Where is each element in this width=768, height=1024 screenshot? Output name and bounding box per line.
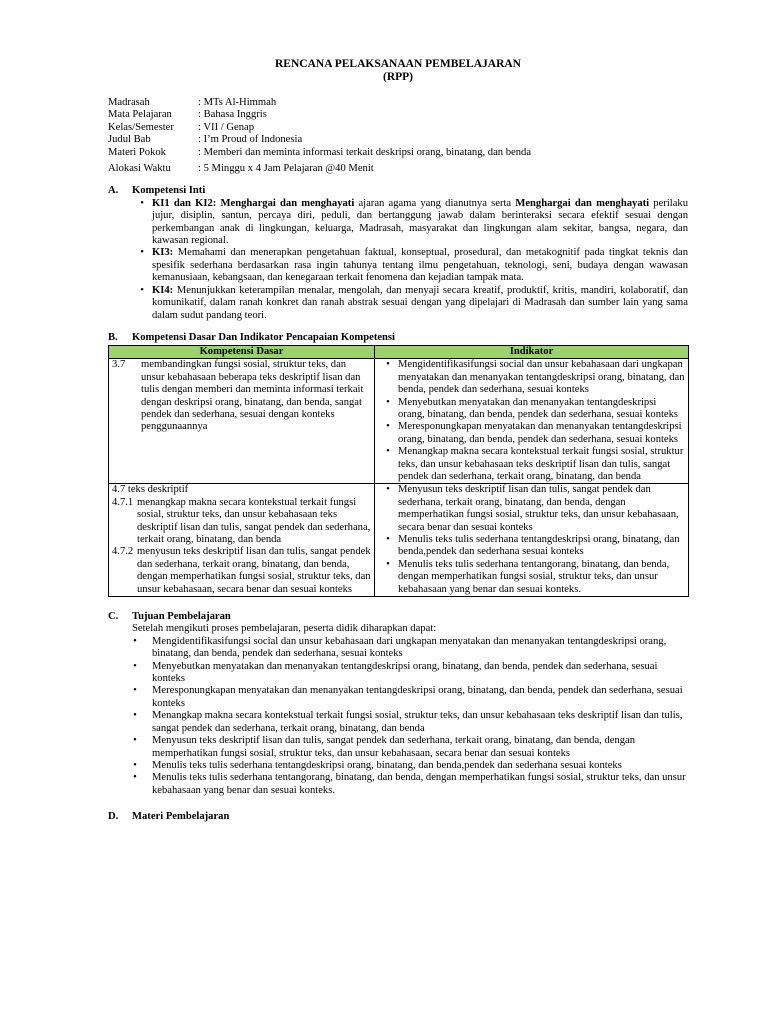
indicator-text: Menulis teks tulis sederhana tentangorang, binatang, dan benda, dengan memperhatikan fungsi sosial, struktur teks, dan unsur kebahasaan yang benar dan sesuai konteks. [398, 558, 670, 595]
bullet-icon: • [133, 759, 137, 771]
title-line-2: (RPP) [382, 71, 413, 83]
list-item [108, 710, 688, 735]
list-item [108, 772, 688, 797]
section-c-heading [108, 611, 688, 623]
document-page [108, 58, 688, 824]
bullet-icon: • [386, 446, 390, 458]
indicator-text: Mengidentifikasifungsi social dan unsur kebahasaan dari ungkapan menyatakan dan menanyakan tentangdeskripsi orang, binatang, dan benda, pendek dan sederhana, sesuai konteks [398, 359, 685, 396]
section-letter: D. [108, 811, 119, 823]
section-letter: C. [108, 611, 119, 623]
list-item [378, 359, 685, 396]
title-line-1: RENCANA PELAKSANAAN PEMBELAJARAN [275, 58, 521, 70]
section-letter: B. [108, 331, 118, 343]
tujuan-list [108, 636, 688, 797]
identity-row [108, 147, 688, 159]
section-title: Kompetensi Inti [132, 185, 206, 197]
bullet-icon: • [386, 359, 390, 371]
identity-value: : MTs Al-Himmah [198, 97, 277, 108]
list-item [108, 285, 688, 322]
bullet-icon: • [140, 284, 144, 296]
indicator-text: Meresponungkapan menyatakan dan menanyakan tentangdeskripsi orang, binatang, dan benda, pendek dan sederhana, sesuai konteks [398, 421, 682, 445]
list-item [108, 661, 688, 686]
list-item [108, 247, 688, 284]
kd-sub-text: menyusun teks deskriptif lisan dan tulis, sangat pendek dan sederhana, terkait orang, binatang, dan benda, dengan memperhatikan fungsi sosial, struktur teks, dan unsur kebahasaan, secara benar dan sesuai konteks [137, 546, 371, 595]
bullet-icon: • [133, 635, 137, 647]
section-title: Tujuan Pembelajaran [132, 611, 231, 623]
list-item [378, 397, 685, 422]
identity-value: : I’m Proud of Indonesia [198, 134, 303, 146]
section-letter: A. [108, 185, 119, 197]
identity-row [108, 109, 688, 121]
indicator-text: Menangkap makna secara kontekstual terkait fungsi sosial, struktur teks, dan unsur kebahasaan teks deskriptif lisan dan tulis, sangat pendek dan sederhana, terkait orang, binatang, dan benda [398, 446, 684, 482]
identity-label: Alokasi Waktu [108, 163, 171, 175]
section-title: Kompetensi Dasar Dan Indikator Pencapaian Kompetensi [132, 331, 396, 343]
ki-bold-text: KI3: [152, 247, 174, 259]
column-header: Kompetensi Dasar [109, 346, 375, 359]
bullet-icon: • [386, 421, 390, 433]
list-item [108, 198, 688, 248]
ki-text: Menunjukkan keterampilan menalar, mengolah, dan menyaji secara kreatif, produktif, kritis, mandiri, kolaboratif, dan komunikatif, dalam ranah konkret dan ranah abstrak sesuai dengan yang dipelajari di Madrasah dan sumber lain yang sama dalam sudut pandang teori. [152, 284, 688, 321]
list-item [108, 760, 688, 772]
indicator-text: Menulis teks tulis sederhana tentangdeskripsi orang, binatang, dan benda,pendek dan sederhana sesuai konteks [398, 534, 680, 558]
tujuan-text: Menulis teks tulis sederhana tentangorang, binatang, dan benda, dengan memperhatikan fungsi sosial, struktur teks, dan unsur kebahasaan yang benar dan sesuai konteks. [152, 772, 686, 796]
kd-indikator-table [108, 345, 689, 597]
table-cell [109, 484, 375, 597]
ki-text: Memahami dan menerapkan pengetahuan faktual, konseptual, prosedural, dan metakognitif pada tingkat teknis dan spesifik sederhana berdasarkan rasa ingin tahunya tentang ilmu pengetahuan, teknologi, seni, budaya dengan wawasan kemanusiaan, kebangsaan, dan kenegaraan terkait fenomena dan kejadian tampak mata. [152, 247, 688, 284]
list-item [108, 636, 688, 661]
tujuan-text: Menyusun teks deskriptif lisan dan tulis, sangat pendek dan sederhana, terkait orang, binatang, dan benda, dengan memperhatikan fungsi sosial, struktur teks, dan unsur kebahasaan, secara benar dan sesuai konteks [152, 735, 636, 759]
kd-head: 4.7 teks deskriptif [112, 484, 189, 496]
list-item [378, 534, 685, 559]
identity-value: : VII / Genap [198, 121, 254, 133]
tujuan-text: Meresponungkapan menyatakan dan menanyakan tentangdeskripsi orang, binatang, dan benda, pendek dan sederhana, sesuai konteks [152, 685, 683, 709]
table-cell [375, 484, 689, 597]
section-title: Materi Pembelajaran [132, 811, 230, 823]
indicator-text: Menyebutkan menyatakan dan menanyakan tentangdeskripsi orang, binatang, dan benda, pendek dan sederhana, sesuai konteks [398, 396, 679, 420]
list-item [378, 446, 685, 483]
tujuan-text: Menulis teks tulis sederhana tentangdeskripsi orang, binatang, dan benda,pendek dan sederhana sesuai konteks [152, 759, 622, 771]
list-item [378, 484, 685, 534]
table-cell [375, 359, 689, 484]
tujuan-text: Menangkap makna secara kontekstual terkait fungsi sosial, struktur teks, dan unsur kebahasaan teks deskriptif lisan dan tulis, sangat pendek dan sederhana, terkait orang, binatang, dan benda [152, 710, 683, 734]
bullet-icon: • [386, 484, 390, 496]
ki-bold-text: KI1 dan KI2: Menghargai dan menghayati [152, 197, 355, 209]
bullet-icon: • [133, 685, 137, 697]
table-header-row [109, 346, 689, 359]
section-d-heading [108, 811, 688, 823]
bullet-icon: • [386, 396, 390, 408]
identity-row [108, 134, 688, 146]
bullet-icon: • [133, 735, 137, 747]
ki-bold-text: KI4: [152, 284, 174, 296]
identity-row-alokasi [108, 163, 688, 175]
ki-bold-text: Menghargai dan menghayati [515, 197, 650, 209]
column-header: Indikator [375, 346, 689, 359]
kompetensi-inti-list [108, 198, 688, 322]
section-b-heading [108, 332, 688, 344]
identity-label: Mata Pelajaran [108, 109, 172, 121]
bullet-icon: • [386, 558, 390, 570]
list-item [108, 685, 688, 710]
kd-number: 3.7 [112, 359, 126, 371]
tujuan-intro: Setelah mengikuti proses pembelajaran, peserta didik diharapkan dapat: [132, 623, 437, 635]
identity-label: Materi Pokok [108, 146, 166, 158]
identity-value: : 5 Minggu x 4 Jam Pelajaran @40 Menit [198, 163, 374, 175]
identity-value: : Memberi dan meminta informasi terkait deskripsi orang, binatang, dan benda [198, 146, 532, 158]
kd-text: membandingkan fungsi sosial, struktur teks, dan unsur kebahasaan beberapa teks deskriptif lisan dan tulis dengan memberi dan meminta informasi terkait dengan deskripsi orang, binatang, dan benda, sangat pendek dan sederhana, sesuai dengan konteks penggunaannya [141, 359, 364, 433]
bullet-icon: • [140, 197, 144, 209]
bullet-icon: • [386, 534, 390, 545]
kd-sub-number: 4.7.1 [112, 496, 134, 508]
section-a-heading [108, 185, 688, 197]
kd-sub-text: menangkap makna secara kontekstual terkait fungsi sosial, struktur teks, dan unsur kebahasaan teks deskriptif lisan dan tulis, sangat pendek dan sederhana, terkait orang, binatang, dan benda [137, 496, 371, 545]
document-title [108, 58, 688, 84]
indicator-text: Menyusun teks deskriptif lisan dan tulis, sangat pendek dan sederhana, terkait orang, binatang, dan benda, dengan memperhatikan fungsi sosial, struktur teks, dan unsur kebahasaan, secara benar dan sesuai konteks [398, 484, 679, 533]
identity-row [108, 122, 688, 134]
identity-label: Judul Bab [108, 134, 151, 146]
bullet-icon: • [140, 247, 144, 259]
table-row [109, 484, 689, 597]
bullet-icon: • [133, 710, 137, 722]
list-item [378, 559, 685, 596]
ki-text: ajaran agama yang dianutnya serta [354, 197, 516, 209]
table-cell [109, 359, 375, 484]
tujuan-text: Menyebutkan menyatakan dan menanyakan tentangdeskripsi orang, binatang, dan benda, pendek dan sederhana, sesuai konteks [152, 660, 658, 685]
ki-text: perilaku jujur, disiplin, santun, percaya diri, peduli, dan bertanggung jawab dalam berinteraksi secara efektif sesuai dengan perkembangan anak di lingkungan, keluarga, Madrasah, masyarakat dan lingkungan alam sekitar, bangsa, negara, dan kawasan regional. [152, 197, 688, 247]
identity-label: Madrasah [108, 97, 150, 108]
identity-label: Kelas/Semester [108, 121, 174, 133]
table-row [109, 359, 689, 484]
list-item [378, 421, 685, 446]
bullet-icon: • [133, 660, 137, 672]
kd-sub-number: 4.7.2 [112, 546, 134, 558]
identity-block [108, 97, 688, 175]
bullet-icon: • [133, 772, 137, 784]
tujuan-text: Mengidentifikasifungsi social dan unsur kebahasaan dari ungkapan menyatakan dan menanyakan tentangdeskripsi orang, binatang, dan benda, pendek dan sederhana, sesuai konteks [152, 635, 667, 660]
identity-row [108, 97, 688, 109]
identity-value: : Bahasa Inggris [198, 109, 267, 121]
list-item [108, 735, 688, 760]
